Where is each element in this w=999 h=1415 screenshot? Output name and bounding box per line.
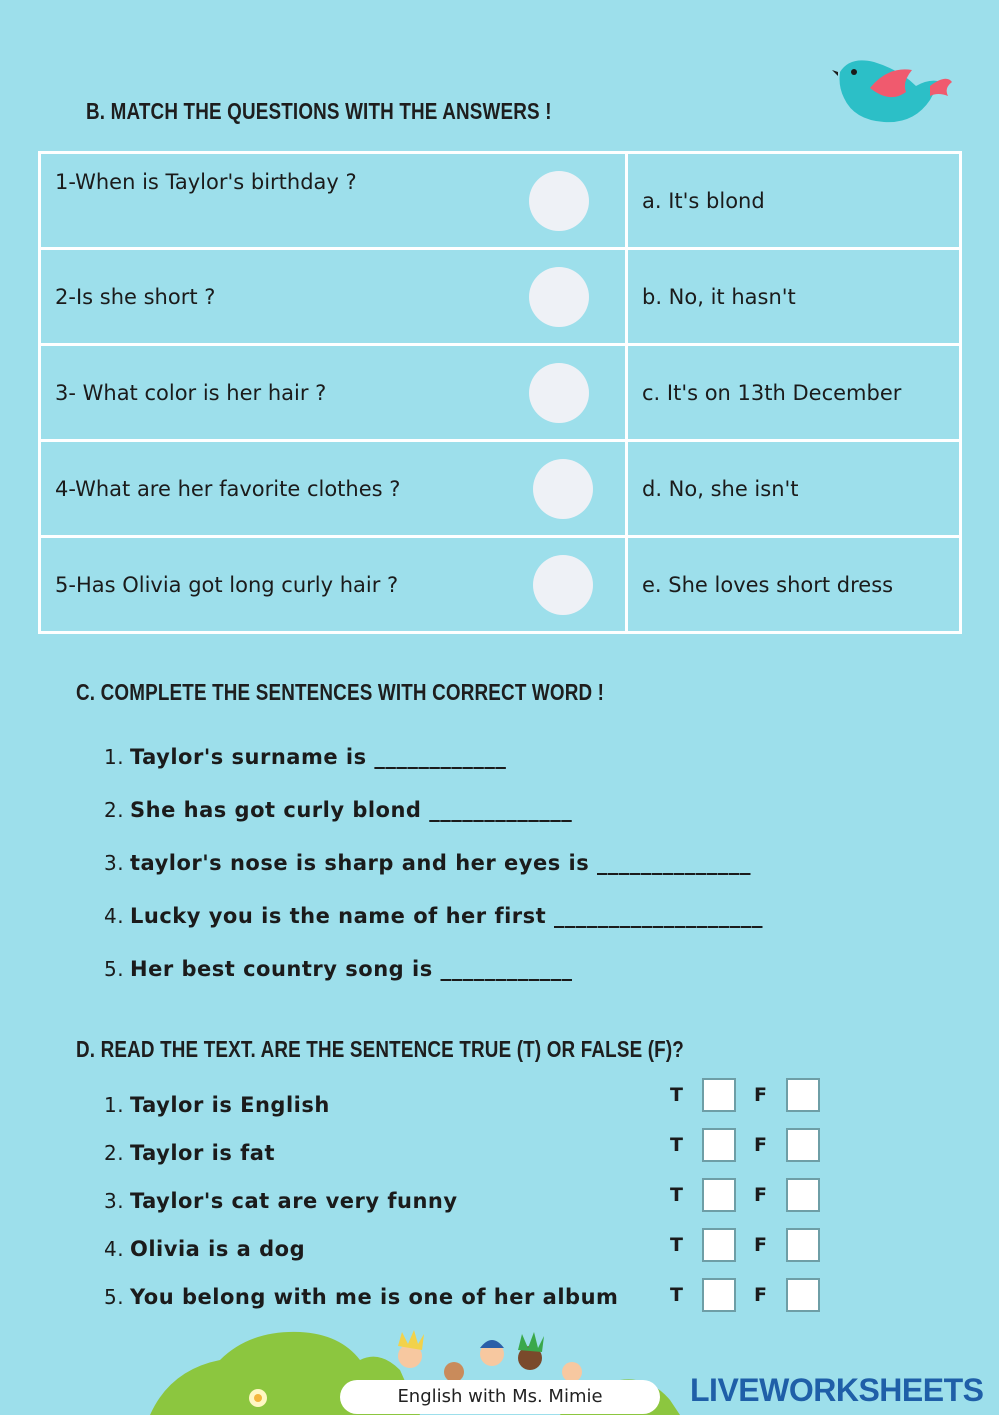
item-number: 2. [104,1141,125,1165]
true-checkbox[interactable] [702,1278,736,1312]
complete-sentence [104,798,572,822]
item-number: 1. [104,745,125,769]
answer-cell: d. No, she isn't [627,441,961,537]
answer-cell: c. It's on 13th December [627,345,961,441]
question-cell [40,153,627,249]
question-text: 4-What are her favorite clothes ? [55,476,401,501]
logo-text: LIVEWORKSHEETS [690,1372,984,1408]
answer-cell: a. It's blond [627,153,961,249]
sentence-text: taylor's nose is sharp and her eyes is ______________ [130,851,752,875]
section-d-heading: D. READ THE TEXT. ARE THE SENTENCE TRUE (T) OR FALSE (F)? [76,1036,684,1062]
answer-circle[interactable] [529,267,589,327]
question-cell [40,345,627,441]
item-number: 2. [104,798,125,822]
question-text: 1-When is Taylor's birthday ? [55,170,357,194]
complete-sentence [104,957,573,981]
tf-statement [104,1237,305,1261]
match-row [40,441,961,537]
section-c-heading: C. COMPLETE THE SENTENCES WITH CORRECT WORD ! [76,679,605,705]
true-checkbox[interactable] [702,1128,736,1162]
tf-statement [104,1093,330,1117]
match-row [40,153,961,249]
answer-cell: b. No, it hasn't [627,249,961,345]
question-text: 3- What color is her hair ? [55,380,327,405]
bird-icon [830,52,954,128]
true-label: T [670,1134,683,1156]
false-checkbox[interactable] [786,1178,820,1212]
tf-statement [104,1141,275,1165]
statement-text: Olivia is a dog [130,1237,306,1261]
false-label: F [754,1234,767,1256]
true-label: T [670,1284,683,1306]
statement-text: Taylor is English [130,1093,330,1117]
true-checkbox[interactable] [702,1228,736,1262]
false-label: F [754,1284,767,1306]
true-label: T [670,1234,683,1256]
item-number: 4. [104,1237,125,1261]
answer-circle[interactable] [533,555,593,615]
question-text: 5-Has Olivia got long curly hair ? [55,572,399,597]
true-checkbox[interactable] [702,1078,736,1112]
sentence-text: Her best country song is ____________ [130,957,573,981]
tf-statement [104,1285,618,1309]
statement-text: Taylor is fat [130,1141,275,1165]
statement-text: Taylor's cat are very funny [130,1189,458,1213]
item-number: 4. [104,904,125,928]
tf-statement [104,1189,458,1213]
section-b-heading: B. MATCH THE QUESTIONS WITH THE ANSWERS ! [86,98,552,124]
item-number: 5. [104,957,125,981]
true-label: T [670,1184,683,1206]
question-cell [40,441,627,537]
match-row [40,345,961,441]
false-checkbox[interactable] [786,1128,820,1162]
complete-sentence [104,904,763,928]
question-cell [40,537,627,633]
true-label: T [670,1084,683,1106]
sentence-text: Taylor's surname is ____________ [130,745,507,769]
complete-sentence [104,851,751,875]
false-checkbox[interactable] [786,1278,820,1312]
complete-sentence [104,745,506,769]
item-number: 3. [104,1189,125,1213]
false-label: F [754,1134,767,1156]
true-checkbox[interactable] [702,1178,736,1212]
item-number: 1. [104,1093,125,1117]
false-checkbox[interactable] [786,1228,820,1262]
false-label: F [754,1184,767,1206]
sentence-text: Lucky you is the name of her first ___________________ [130,904,764,928]
false-checkbox[interactable] [786,1078,820,1112]
match-row [40,249,961,345]
answer-circle[interactable] [529,363,589,423]
question-cell [40,249,627,345]
kids-illustration [388,1328,598,1384]
answer-cell: e. She loves short dress [627,537,961,633]
false-label: F [754,1084,767,1106]
liveworksheets-logo [690,1372,983,1409]
sentence-text: She has got curly blond _____________ [130,798,573,822]
statement-text: You belong with me is one of her album [130,1285,619,1309]
credit-label: English with Ms. Mimie [340,1380,660,1414]
match-table [38,151,962,634]
answer-circle[interactable] [529,171,589,231]
match-row [40,537,961,633]
question-text: 2-Is she short ? [55,284,216,309]
answer-circle[interactable] [533,459,593,519]
item-number: 3. [104,851,125,875]
item-number: 5. [104,1285,125,1309]
